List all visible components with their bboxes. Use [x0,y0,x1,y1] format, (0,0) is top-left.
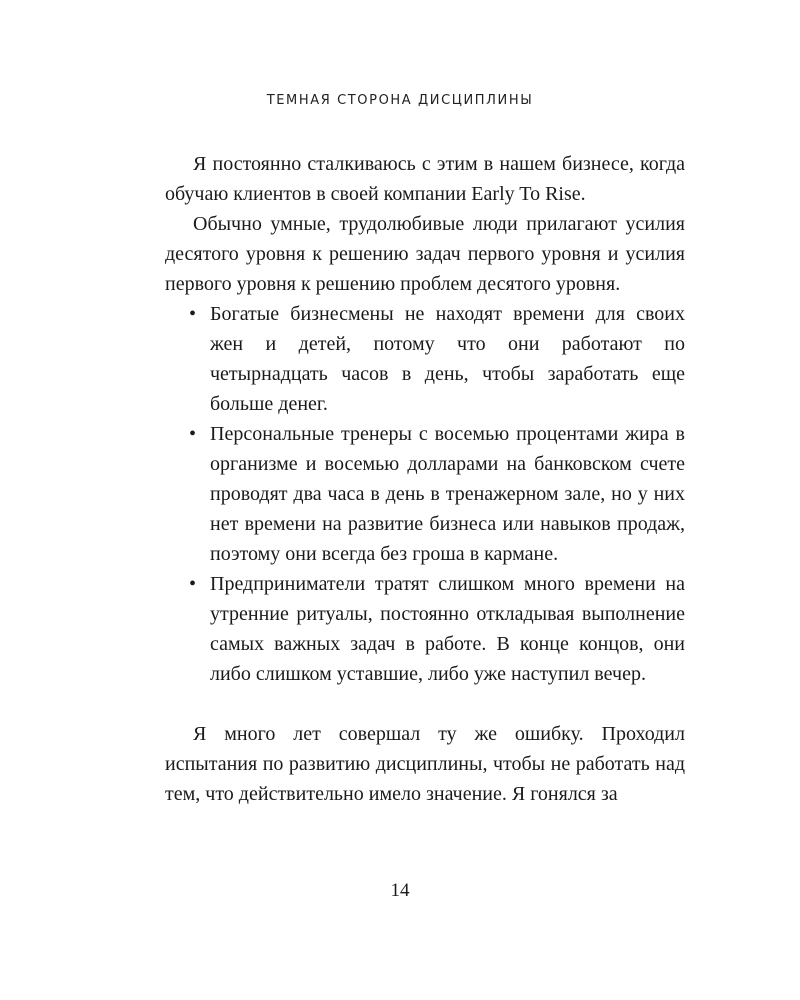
list-item [165,299,685,419]
list-item [165,569,685,689]
list-item-text: Предприниматели тратят слишком много времени на утренние ритуалы, постоянно откладывая выполнение самых важных задач в работе. В конце концов, они либо слишком уставшие, либо уже наступил вечер. [210,573,685,685]
page-number: 14 [390,880,410,901]
bullet-dot-icon: • [189,423,197,445]
bullet-dot-icon: • [189,303,197,325]
list-item [165,419,685,569]
bullet-dot-icon: • [189,573,197,595]
list-item-text: Богатые бизнесмены не находят времени для своих жен и детей, потому что они работают по четырнадцать часов в день, чтобы заработать еще больше денег. [210,303,685,415]
paragraph: Обычно умные, трудолюбивые люди прилагают усилия десятого уровня к решению задач первого уровня и усилия первого уровня к решению проблем десятого уровня. [165,213,685,295]
list-item-text: Персональные тренеры с восемью процентами жира в организме и восемью долларами на банковском счете проводят два часа в день в тренажерном зале, но у них нет времени на развитие бизнеса или навыков продаж, поэтому они всегда без гроша в кармане. [210,423,685,565]
bullet-list [165,299,685,689]
running-header: ТЕМНАЯ СТОРОНА ДИСЦИПЛИНЫ [266,93,534,108]
paragraph: Я постоянно сталкиваюсь с этим в нашем бизнесе, когда обучаю клиентов в своей компании Early To Rise. [165,153,685,205]
body-text [165,149,685,809]
paragraph: Я много лет совершал ту же ошибку. Проходил испытания по развитию дисциплины, чтобы не работать над тем, что действительно имело значение. Я гонялся за [165,723,685,805]
